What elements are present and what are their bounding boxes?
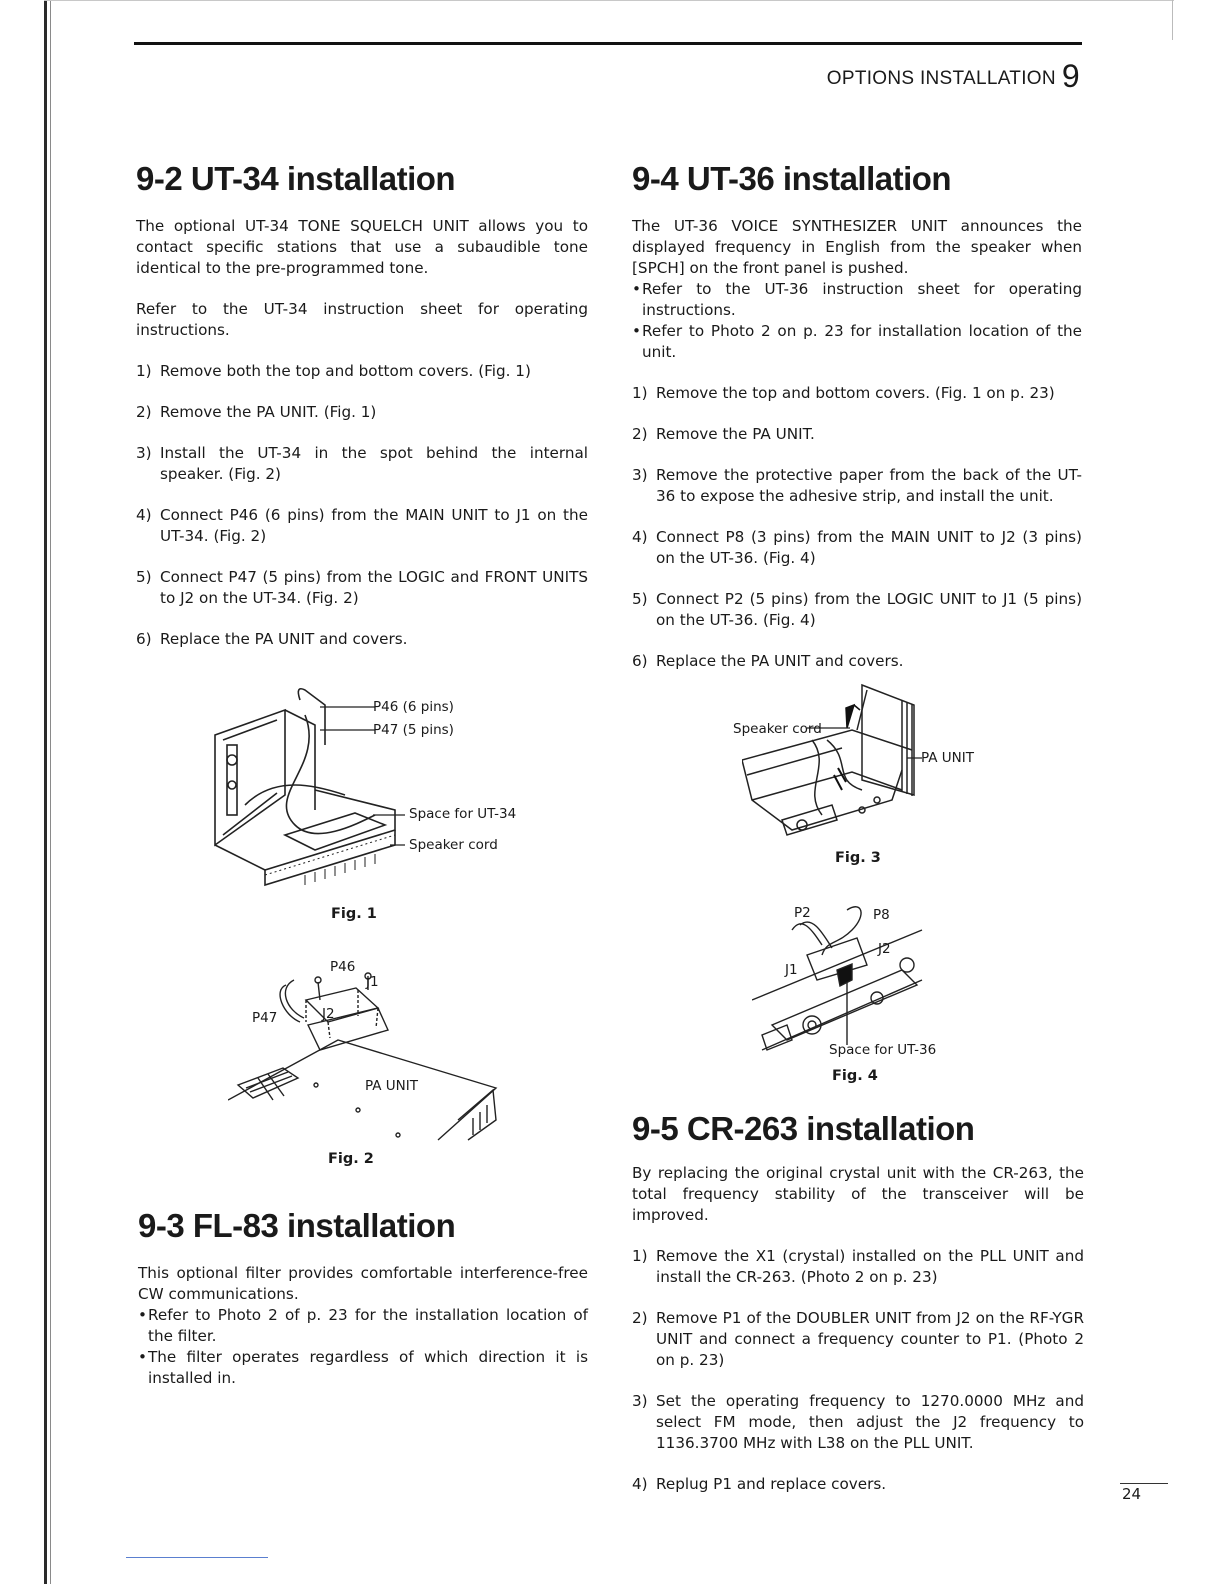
step-number: 3) [632,466,648,484]
step-number: 4) [632,528,648,546]
step-number: 6) [632,652,648,670]
section-title: 9-2 UT-34 installation [136,160,456,197]
step [136,567,588,609]
bullet-dot: • [632,280,641,298]
section-intro: By replacing the original crystal unit with the CR-263, the total frequency stability of the transceiver will be improved. [632,1164,1084,1224]
fig1-label-space: Space for UT-34 [409,806,517,822]
step-number: 1) [632,384,648,402]
bullet-text: Refer to the UT-36 instruction sheet for operating instructions. [642,280,1082,319]
bullet-text: Refer to Photo 2 on p. 23 for installation location of the unit. [642,322,1082,361]
bullet-text: Refer to Photo 2 of p. 23 for the installation location of the filter. [148,1306,588,1345]
step-text: Connect P46 (6 pins) from the MAIN UNIT to J1 on the UT-34. (Fig. 2) [160,506,588,545]
step-text: Replace the PA UNIT and covers. [656,652,904,670]
section-9-2 [136,160,588,670]
fig4-label-j1: J1 [785,962,798,978]
step [136,402,588,423]
fig3-illustration [742,680,922,845]
step [632,424,1082,445]
step [136,361,588,382]
section-intro: The UT-36 VOICE SYNTHESIZER UNIT announces the displayed frequency in English from the speaker when [SPCH] on the front panel is pushed. [632,217,1082,277]
page-number-rule [1120,1483,1168,1484]
binding-edge-shadow [50,0,51,1584]
chapter-number: 9 [1061,58,1080,94]
step [136,443,588,485]
step [632,651,1082,672]
step-number: 2) [632,1309,648,1327]
step-text: Connect P2 (5 pins) from the LOGIC UNIT to J1 (5 pins) on the UT-36. (Fig. 4) [656,590,1082,629]
step-text: Remove the PA UNIT. [656,425,815,443]
bullet-dot: • [138,1306,147,1324]
step-text: Remove the X1 (crystal) installed on the PLL UNIT and install the CR-263. (Photo 2 on p. 23) [656,1247,1084,1286]
step-number: 4) [136,506,152,524]
step [632,1474,1084,1495]
fig4-label-p8: P8 [873,907,890,923]
header-title: OPTIONS INSTALLATION [826,68,1056,89]
fig1-label-p46: P46 (6 pins) [373,699,454,715]
fig4-label-j2: J2 [878,941,891,957]
step-text: Replace the PA UNIT and covers. [160,630,408,648]
step [136,629,588,650]
step [632,1246,1084,1288]
step-number: 3) [632,1392,648,1410]
bullet-dot: • [138,1348,147,1366]
step-text: Set the operating frequency to 1270.0000 MHz and select FM mode, then adjust the J2 frequency to 1136.3700 MHz with L38 on the PLL UNIT. [656,1392,1084,1452]
section-9-5 [632,1110,1084,1515]
step-text: Connect P8 (3 pins) from the MAIN UNIT to J2 (3 pins) on the UT-36. (Fig. 4) [656,528,1082,567]
step-text: Remove the protective paper from the back of the UT-36 to expose the adhesive strip, and install the unit. [656,466,1082,505]
bullet-item [138,1347,588,1389]
step-number: 2) [136,403,152,421]
top-edge-line [44,0,1174,1]
step-text: Remove the PA UNIT. (Fig. 1) [160,403,377,421]
fig3-label-speaker: Speaker cord [733,721,822,737]
bullet-text: The filter operates regardless of which direction it is installed in. [148,1348,588,1387]
step-number: 1) [632,1247,648,1265]
fig2-caption: Fig. 2 [328,1151,374,1167]
step-number: 2) [632,425,648,443]
page-number: 24 [1122,1485,1142,1503]
step-text: Install the UT-34 in the spot behind the internal speaker. (Fig. 2) [160,444,588,483]
step-number: 6) [136,630,152,648]
section-intro: This optional filter provides comfortable interference-free CW communications. [138,1264,588,1303]
fig1-illustration [205,685,405,910]
fig4-caption: Fig. 4 [832,1068,878,1084]
step [632,383,1082,404]
fig2-label-j2: J2 [322,1006,335,1022]
fig4-illustration [752,900,927,1060]
section-refer: Refer to the UT-34 instruction sheet for operating instructions. [136,300,588,339]
step [632,1308,1084,1371]
step [632,589,1082,631]
right-edge-line [1172,0,1173,40]
header-rule [134,42,1082,45]
step [136,505,588,547]
fig4-label-p2: P2 [794,905,811,921]
fig3-caption: Fig. 3 [835,850,881,866]
fig3-label-pa: PA UNIT [921,750,975,766]
bullet-dot: • [632,322,641,340]
fig2-label-pa: PA UNIT [365,1078,419,1094]
fig2-label-p47: P47 [252,1010,278,1026]
section-9-4 [632,160,1082,692]
section-intro: The optional UT-34 TONE SQUELCH UNIT allows you to contact specific stations that use a subaudible tone identical to the pre-programmed tone. [136,217,588,277]
step-text: Replug P1 and replace covers. [656,1475,887,1493]
fig2-label-p46: P46 [330,959,356,975]
step-number: 4) [632,1475,648,1493]
step [632,1391,1084,1454]
step [632,465,1082,507]
section-9-3 [138,1207,588,1389]
step-text: Remove both the top and bottom covers. (Fig. 1) [160,362,531,380]
bullet-item [138,1305,588,1347]
binding-edge [44,0,47,1584]
running-header [827,58,1080,95]
section-title: 9-3 FL-83 installation [138,1207,456,1244]
section-title: 9-5 CR-263 installation [632,1110,975,1147]
fig4-label-space: Space for UT-36 [829,1042,937,1058]
step-number: 5) [136,568,152,586]
step-number: 1) [136,362,152,380]
step-number: 5) [632,590,648,608]
step-text: Remove the top and bottom covers. (Fig. 1 on p. 23) [656,384,1055,402]
step-number: 3) [136,444,152,462]
fig1-caption: Fig. 1 [331,906,377,922]
bullet-item [632,321,1082,363]
fig1-label-p47: P47 (5 pins) [373,722,454,738]
fig2-label-j1: J1 [366,974,379,990]
bullet-item [632,279,1082,321]
fig1-label-speaker: Speaker cord [409,837,498,853]
bottom-edge-line [126,1557,268,1558]
step-text: Remove P1 of the DOUBLER UNIT from J2 on the RF-YGR UNIT and connect a frequency counter to P1. (Photo 2 on p. 23) [656,1309,1084,1369]
step-text: Connect P47 (5 pins) from the LOGIC and FRONT UNITS to J2 on the UT-34. (Fig. 2) [160,568,588,607]
step [632,527,1082,569]
section-title: 9-4 UT-36 installation [632,160,952,197]
